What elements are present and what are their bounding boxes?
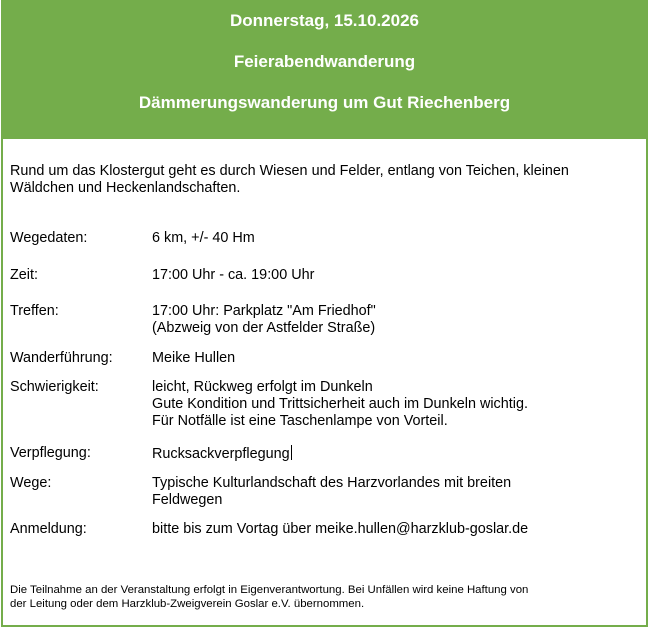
detail-value: Typische Kulturlandschaft des Harzvorlandes mit breiten xyxy=(152,475,512,491)
disclaimer-line: der Leitung oder dem Harzklub-Zweigverein Goslar e.V. übernommen. xyxy=(10,598,365,610)
event-title: Dämmerungswanderung um Gut Riechenberg xyxy=(138,93,511,112)
detail-value: Meike Hullen xyxy=(152,350,236,366)
detail-label: Verpflegung: xyxy=(10,445,91,461)
detail-label: Wege: xyxy=(10,475,52,491)
detail-label: Schwierigkeit: xyxy=(10,379,99,395)
detail-value: 6 km, +/- 40 Hm xyxy=(152,230,255,246)
detail-label: Treffen: xyxy=(10,303,59,319)
detail-value: 17:00 Uhr: Parkplatz "Am Friedhof" xyxy=(152,303,376,319)
event-header xyxy=(3,2,646,139)
event-date: Donnerstag, 15.10.2026 xyxy=(230,11,419,30)
detail-value: Für Notfälle ist eine Taschenlampe von Vorteil. xyxy=(152,413,448,429)
text-cursor xyxy=(291,445,292,460)
detail-label: Wanderführung: xyxy=(10,350,113,366)
disclaimer xyxy=(10,583,635,611)
event-description xyxy=(10,163,635,197)
detail-label: Wegedaten: xyxy=(10,230,88,246)
disclaimer-line: Die Teilnahme an der Veranstaltung erfolgt in Eigenverantwortung. Bei Unfällen wird keine Haftung von xyxy=(10,584,529,596)
detail-value: 17:00 Uhr - ca. 19:00 Uhr xyxy=(152,267,315,283)
detail-value: Feldwegen xyxy=(152,492,223,508)
description-line: Rund um das Klostergut geht es durch Wiesen und Felder, entlang von Teichen, kleinen xyxy=(10,163,569,179)
detail-value: Rucksackverpflegung xyxy=(152,446,290,462)
detail-value: leicht, Rückweg erfolgt im Dunkeln xyxy=(152,379,373,395)
detail-value: (Abzweig von der Astfelder Straße) xyxy=(152,320,376,336)
event-category: Feierabendwanderung xyxy=(233,52,416,71)
detail-value: Gute Kondition und Trittsicherheit auch im Dunkeln wichtig. xyxy=(152,396,528,412)
detail-value[interactable]: bitte bis zum Vortag über meike.hullen@harzklub-goslar.de xyxy=(152,521,529,537)
description-line: Wäldchen und Heckenlandschaften. xyxy=(10,180,241,196)
detail-label: Zeit: xyxy=(10,267,38,283)
detail-label: Anmeldung: xyxy=(10,521,87,537)
